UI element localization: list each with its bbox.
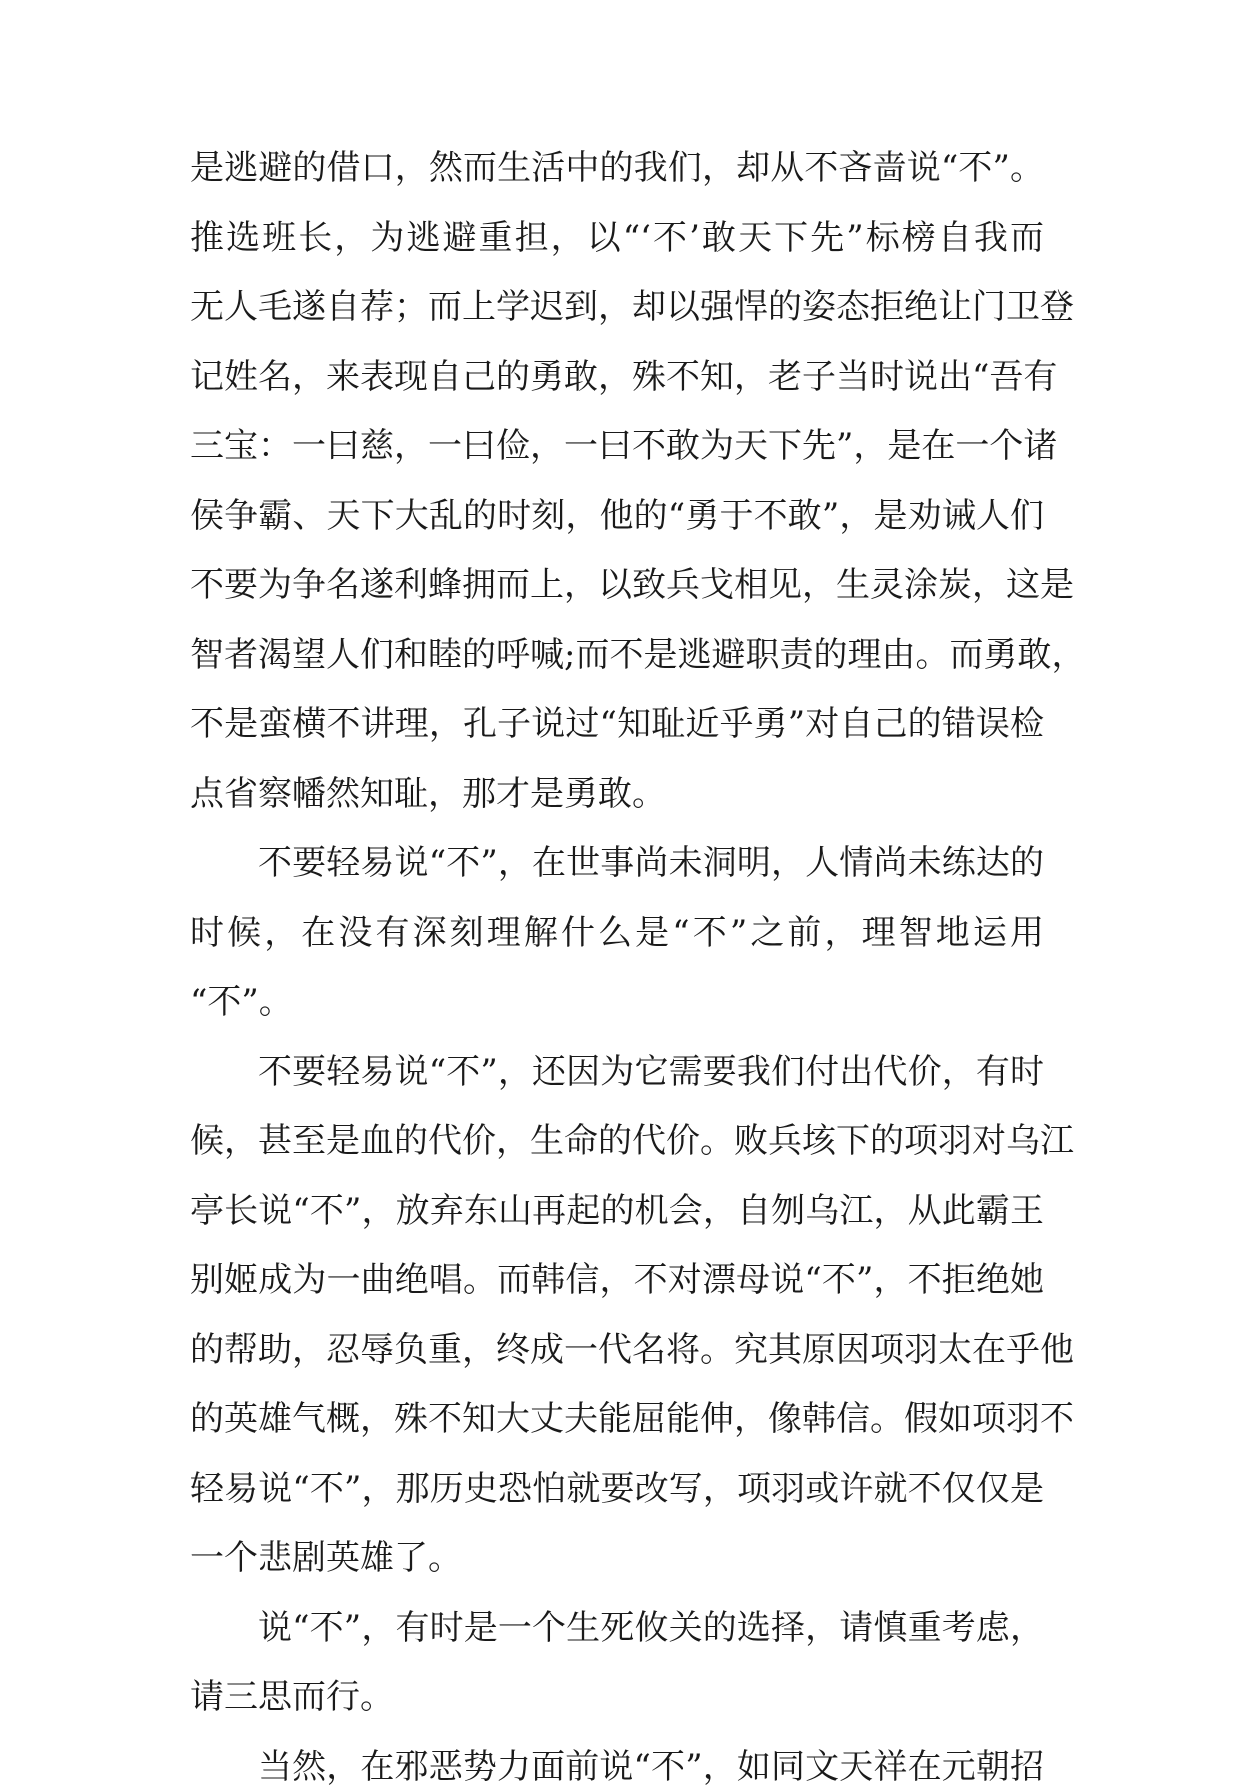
paragraph-first-line: 说“不”，有时是一个生死攸关的选择，请慎重考虑， — [258, 1608, 1044, 1648]
text-line: 一个悲剧英雄了。 — [190, 1538, 462, 1578]
text-line: 不要为争名遂利蜂拥而上，以致兵戈相见，生灵涂炭，这是 — [190, 565, 1074, 605]
text-line: 侯争霸、天下大乱的时刻，他的“勇于不敢”，是劝诫人们 — [190, 496, 1044, 536]
text-line: 别姬成为一曲绝唱。而韩信，不对漂母说“不”，不拒绝她 — [190, 1260, 1044, 1300]
text-line: 记姓名，来表现自己的勇敢，殊不知，老子当时说出“吾有 — [190, 357, 1058, 397]
paragraph-first-line: 不要轻易说“不”，在世事尚未洞明，人情尚未练达的 — [258, 843, 1044, 883]
text-line: 候，甚至是血的代价，生命的代价。败兵垓下的项羽对乌江 — [190, 1121, 1074, 1161]
text-line: 轻易说“不”，那历史恐怕就要改写，项羽或许就不仅仅是 — [190, 1469, 1044, 1509]
text-line: 智者渴望人们和睦的呼喊;而不是逃避职责的理由。而勇敢， — [190, 635, 1086, 675]
paragraph-first-line: 当然，在邪恶势力面前说“不”，如同文天祥在元朝招 — [258, 1747, 1044, 1787]
text-line: 三宝：一曰慈，一曰俭，一曰不敢为天下先”，是在一个诸 — [190, 426, 1058, 466]
text-line: 的英雄气概，殊不知大丈夫能屈能伸，像韩信。假如项羽不 — [190, 1399, 1074, 1439]
text-line: 无人毛遂自荐；而上学迟到，却以强悍的姿态拒绝让门卫登 — [190, 287, 1074, 327]
text-line: 是逃避的借口，然而生活中的我们，却从不吝啬说“不”。 — [190, 148, 1044, 188]
text-line: 点省察幡然知耻，那才是勇敢。 — [190, 774, 666, 814]
text-line: “不”。 — [190, 982, 293, 1022]
text-line: 不是蛮横不讲理，孔子说过“知耻近乎勇”对自己的错误检 — [190, 704, 1044, 744]
text-line: 时候，在没有深刻理解什么是“不”之前，理智地运用 — [190, 913, 1044, 953]
text-line: 请三思而行。 — [190, 1677, 394, 1717]
text-line: 的帮助，忍辱负重，终成一代名将。究其原因项羽太在乎他 — [190, 1330, 1074, 1370]
text-line: 亭长说“不”，放弃东山再起的机会，自刎乌江，从此霸王 — [190, 1191, 1044, 1231]
paragraph-first-line: 不要轻易说“不”，还因为它需要我们付出代价，有时 — [258, 1052, 1044, 1092]
text-line: 推选班长，为逃避重担，以“‘不’敢天下先”标榜自我而 — [190, 218, 1044, 258]
